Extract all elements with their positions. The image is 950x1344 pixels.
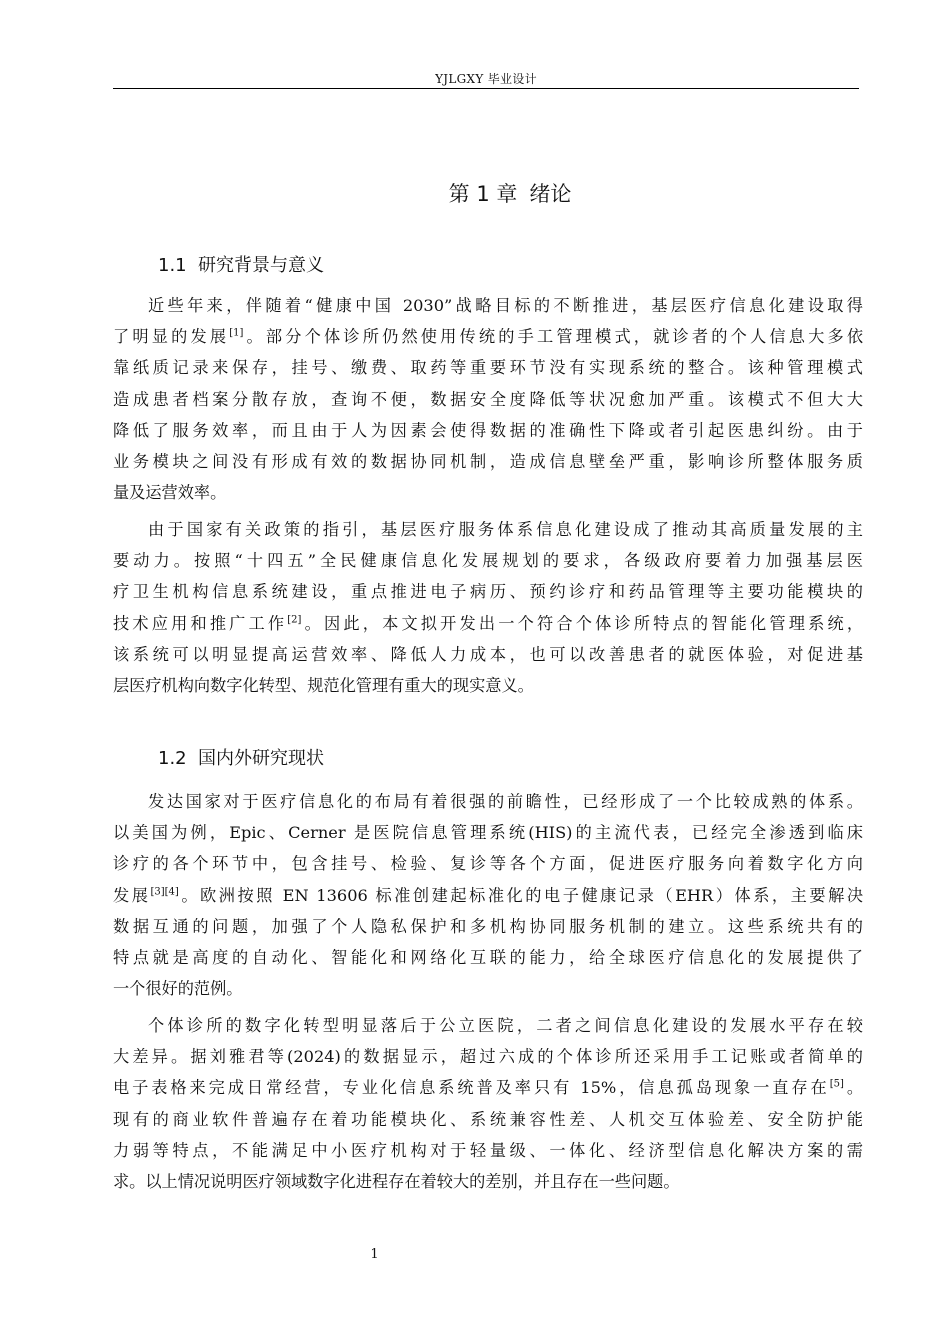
chapter-number: 第 1 章: [448, 182, 518, 206]
paragraph-research-status-2: [113, 1010, 863, 1197]
paragraph-line: 技术应用和推广工作[2]。因此，本文拟开发出一个符合个体诊所特点的智能化管理系统，: [113, 613, 864, 633]
paragraph-line: 由于国家有关政策的指引，基层医疗服务体系信息化建设成了推动其高质量发展的主: [148, 520, 863, 539]
paragraph-line: 发展[3][4]。欧洲按照 EN 13606 标准创建起标准化的电子健康记录（EHR）体系，主要解决: [113, 885, 864, 905]
paragraph-line: 近些年来，伴随着“健康中国 2030”战略目标的不断推进，基层医疗信息化建设取得: [148, 296, 863, 315]
section-heading-1-2: [158, 746, 324, 772]
paragraph-line: 现有的商业软件普遍存在着功能模块化、系统兼容性差、人机交互体验差、安全防护能: [113, 1109, 863, 1129]
paragraph-line: 力弱等特点，不能满足中小医疗机构对于轻量级、一体化、经济型信息化解决方案的需: [113, 1140, 863, 1160]
section-number: 1.2: [158, 748, 187, 769]
paragraph-line: 发达国家对于医疗信息化的布局有着很强的前瞻性，已经形成了一个比较成熟的体系。: [148, 792, 863, 811]
paragraph-line: 业务模块之间没有形成有效的数据协同机制，造成信息壁垒严重，影响诊所整体服务质: [113, 451, 863, 471]
paragraph-line: 个体诊所的数字化转型明显落后于公立医院，二者之间信息化建设的发展水平存在较: [148, 1016, 863, 1035]
section-heading-1-1: [158, 253, 324, 279]
chapter-title: [113, 178, 907, 210]
running-header: YJLGXY 毕业设计: [435, 72, 537, 86]
header-divider: [113, 88, 859, 89]
paragraph-line: 该系统可以明显提高运营效率、降低人力成本，也可以改善患者的就医体验，对促进基: [113, 644, 863, 664]
paragraph-background-1: [113, 290, 863, 508]
paragraph-line: 靠纸质记录来保存，挂号、缴费、取药等重要环节没有实现系统的整合。该种管理模式: [113, 358, 863, 378]
paragraph-line: 了明显的发展[1]。部分个体诊所仍然使用传统的手工管理模式，就诊者的个人信息大多依: [113, 327, 864, 347]
section-number: 1.1: [158, 255, 187, 276]
paragraph-line: 量及运营效率。: [113, 483, 227, 503]
paragraph-line: 要动力。按照“十四五”全民健康信息化发展规划的要求，各级政府要着力加强基层医: [113, 551, 863, 571]
paragraph-line: 电子表格来完成日常经营，专业化信息系统普及率只有 15%，信息孤岛现象一直存在[5]。: [113, 1078, 864, 1098]
paragraph-line: 大差异。据刘雅君等(2024)的数据显示，超过六成的个体诊所还采用手工记账或者简单的: [113, 1047, 863, 1067]
paragraph-line: 数据互通的问题，加强了个人隐私保护和多机构协同服务机制的建立。这些系统共有的: [113, 916, 863, 936]
paragraph-research-status-1: [113, 786, 863, 1004]
section-title: 研究背景与意义: [198, 255, 324, 276]
page-number: 1: [370, 1247, 379, 1262]
paragraph-line: 层医疗机构向数字化转型、规范化管理有重大的现实意义。: [113, 675, 534, 695]
paragraph-line: 特点就是高度的自动化、智能化和网络化互联的能力，给全球医疗信息化的发展提供了: [113, 947, 863, 967]
paragraph-line: 疗卫生机构信息系统建设，重点推进电子病历、预约诊疗和药品管理等主要功能模块的: [113, 582, 863, 602]
paragraph-line: 求。以上情况说明医疗领域数字化进程存在着较大的差别，并且存在一些问题。: [113, 1171, 680, 1191]
paragraph-line: 以美国为例，Epic、Cerner 是医院信息管理系统(HIS)的主流代表，已经完全渗透到临床: [113, 823, 863, 843]
paragraph-background-2: [113, 514, 863, 701]
chapter-title-text: 绪论: [529, 182, 572, 206]
paragraph-line: 造成患者档案分散存放，查询不便，数据安全度降低等状况愈加严重。该模式不但大大: [113, 389, 863, 409]
paragraph-line: 降低了服务效率，而且由于人为因素会使得数据的准确性下降或者引起医患纠纷。由于: [113, 420, 863, 440]
section-title: 国内外研究现状: [198, 748, 324, 769]
paragraph-line: 一个很好的范例。: [113, 979, 243, 999]
paragraph-line: 诊疗的各个环节中，包含挂号、检验、复诊等各个方面，促进医疗服务向着数字化方向: [113, 854, 863, 874]
